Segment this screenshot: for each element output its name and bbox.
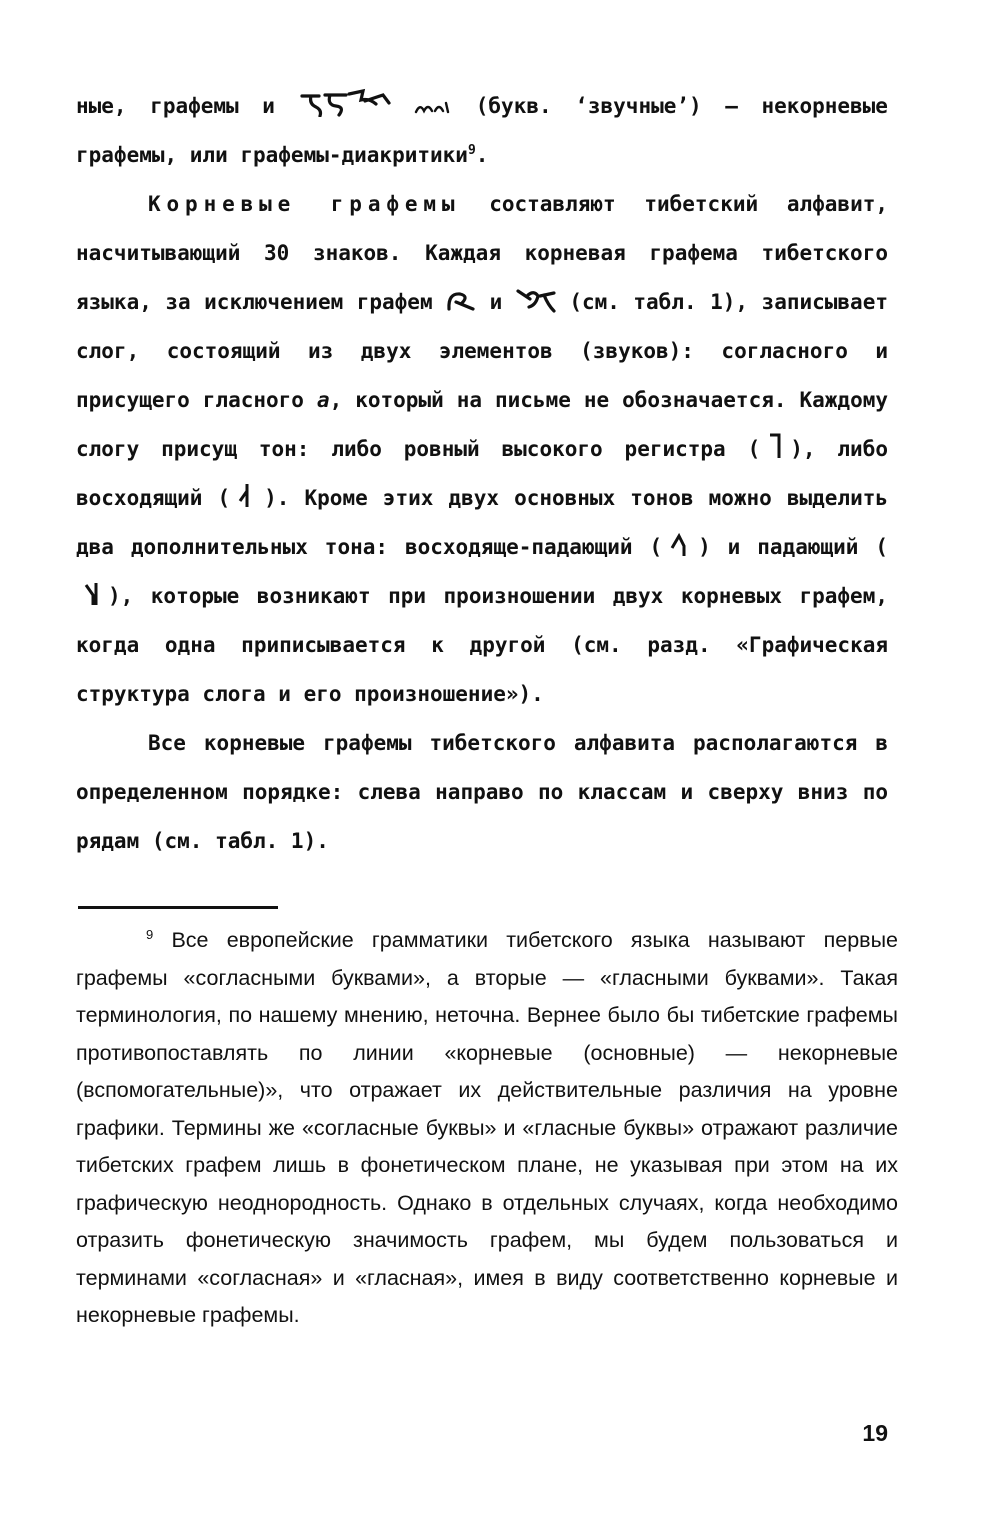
p1-text-3: . bbox=[475, 143, 489, 167]
paragraph-3: Все корневые графемы тибетского алфавита располагаются в определенном порядке: слева направо по классам и сверху вниз по рядам (см. табл. 1). bbox=[76, 731, 888, 853]
tone-rising-icon bbox=[238, 481, 256, 509]
p1-text-1: ные, графемы и bbox=[76, 94, 275, 118]
p2-text-2: составляют тибетский алфавит, насчитывающий 30 знаков. Каждая корневая графема тибетского языка, за исключением графем bbox=[76, 192, 888, 314]
p2-text-8: ) и падающий ( bbox=[698, 535, 888, 559]
p2-spaced-term: Корневые графемы bbox=[148, 192, 461, 216]
tibetan-script-annotation-icon bbox=[414, 97, 452, 117]
inherent-vowel: a bbox=[316, 388, 330, 412]
footnote-number: 9 bbox=[146, 926, 154, 942]
p2-text-4: (см. табл. 1), записывает слог, состоящий из двух элементов (звуков): согласного и присущего гласного bbox=[76, 290, 888, 412]
footnote bbox=[76, 922, 898, 1335]
tibetan-letter-a-icon bbox=[516, 287, 556, 313]
p2-text-7: ). Кроме этих двух основных тонов можно выделить два дополнительных тона: восходяще-падающий ( bbox=[76, 486, 889, 559]
p2-text-6: ), либо восходящий ( bbox=[76, 437, 888, 510]
footnote-divider bbox=[78, 906, 278, 909]
tone-level-high-icon bbox=[768, 432, 782, 460]
main-text bbox=[76, 82, 888, 866]
p1-text-2: (букв. ‘звучные’) — некорневые графемы, или графемы-диакритики bbox=[76, 94, 888, 167]
footnote-ref[interactable]: 9 bbox=[467, 143, 476, 158]
tibetan-script-word-icon bbox=[299, 87, 391, 117]
paragraph-2 bbox=[76, 180, 888, 719]
p2-text-9: ), которые возникают при произношении двух корневых графем, когда одна приписывается к другой (см. разд. «Графическая структура слога и его произношение»). bbox=[76, 584, 888, 706]
paragraph-1 bbox=[76, 82, 888, 180]
tibetan-letter-a-chung-icon bbox=[446, 289, 476, 313]
tone-falling-icon bbox=[84, 579, 100, 607]
p2-text-3: и bbox=[489, 290, 503, 314]
footnote-text: Все европейские грамматики тибетского языка называют первые графемы «согласными буквами», а вторые — «гласными буквами». Такая терминология, по нашему мнению, неточна. Вернее было бы тибетские графемы противопоставлять по линии «корневые (основные) — некорневые (вспомогательные)», что отражает их действительные различия на уровне графики. Термины же «согласные буквы» и «гласные буквы» отражают различие тибетских графем лишь в фонетическом плане, не указывая при этом на их графическую неоднородность. Однако в отдельных случаях, когда необходимо отразить фонетическую значимость графем, мы будем пользоваться и терминами «согласная» и «гласная», имея в виду соответственно корневые и некорневые графемы. bbox=[76, 928, 899, 1327]
p2-text-5: , который на письме не обозначается. Каждому слогу присущ тон: либо ровный высокого регистра ( bbox=[76, 388, 888, 461]
page-number: 19 bbox=[862, 1420, 888, 1446]
tone-rising-falling-icon bbox=[670, 530, 690, 558]
